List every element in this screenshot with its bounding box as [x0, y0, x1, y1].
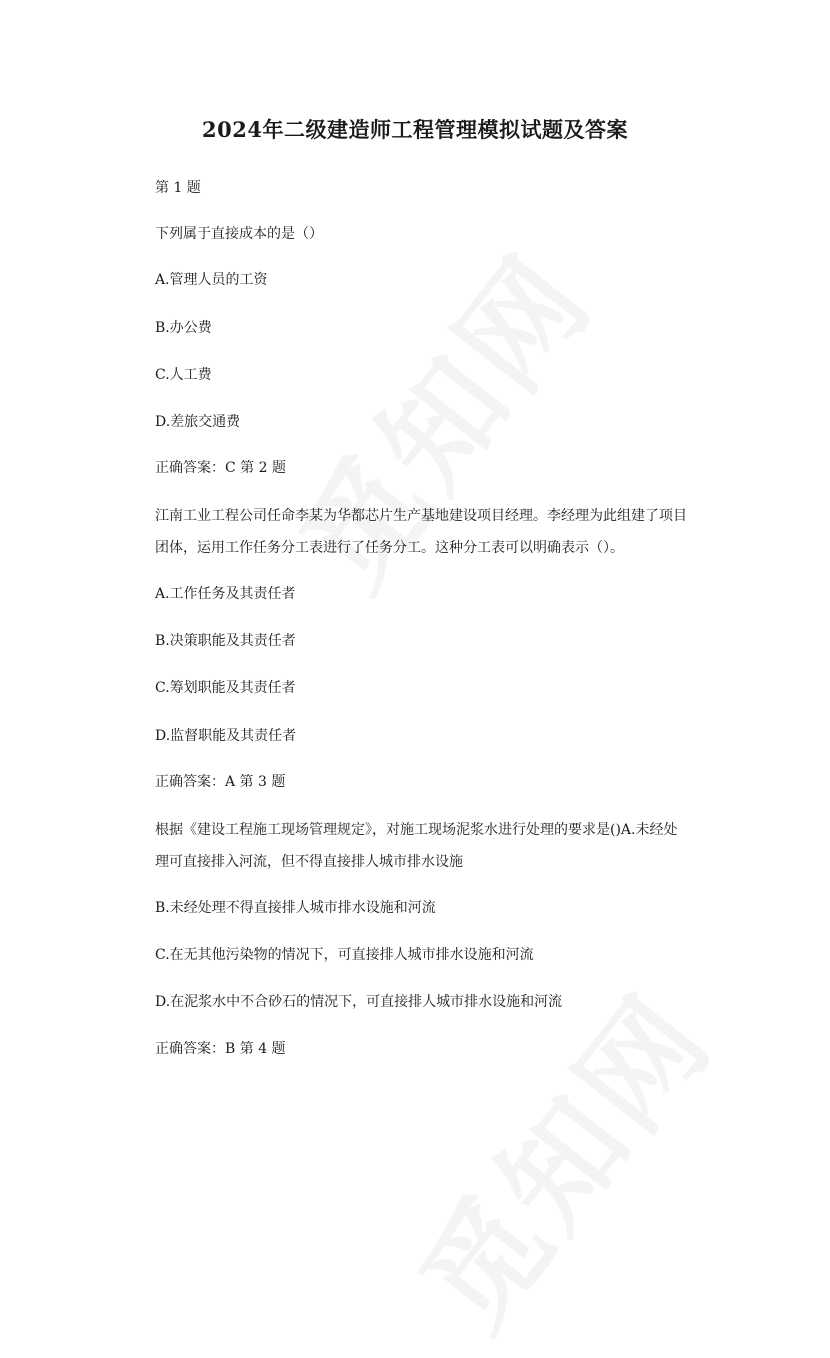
question-stem: 下列属于直接成本的是（） — [155, 226, 323, 242]
option-b: B.未经处理不得直接排人城市排水设施和河流 — [155, 900, 436, 916]
option-b: B.办公费 — [155, 320, 212, 336]
answer-line: 正确答案：A 第 3 题 — [155, 774, 286, 790]
option-c: C.在无其他污染物的情况下，可直接排人城市排水设施和河流 — [155, 947, 534, 963]
question-stem-line: 团体，运用工作任务分工表进行了任务分工。这种分工表可以明确表示（）。 — [155, 540, 624, 556]
answer-line: 正确答案：B 第 4 题 — [155, 1041, 286, 1057]
option-d: D.在泥浆水中不合砂石的情况下，可直接排人城市排水设施和河流 — [155, 994, 563, 1010]
question-stem-line: 理可直接排入河流，但不得直接排人城市排水设施 — [155, 854, 463, 870]
option-b: B.决策职能及其责任者 — [155, 633, 296, 649]
option-c: C.人工费 — [155, 367, 212, 383]
answer-line: 正确答案：C 第 2 题 — [155, 460, 286, 476]
option-c: C.筹划职能及其责任者 — [155, 680, 296, 696]
option-a: A.管理人员的工资 — [155, 272, 268, 288]
question-stem-line: 根据《建设工程施工现场管理规定》，对施工现场泥浆水进行处理的要求是()A.未经处 — [155, 822, 678, 838]
question-header: 第 1 题 — [155, 180, 201, 196]
question-stem-line: 江南工业工程公司任命李某为华都芯片生产基地建设项目经理。李经理为此组建了项目 — [155, 508, 687, 524]
option-d: D.监督职能及其责任者 — [155, 728, 297, 744]
option-a: A.工作任务及其责任者 — [155, 586, 296, 602]
option-d: D.差旅交通费 — [155, 414, 241, 430]
watermark — [375, 954, 743, 1358]
document-title: 2024年二级建造师工程管理模拟试题及答案 — [202, 117, 628, 142]
